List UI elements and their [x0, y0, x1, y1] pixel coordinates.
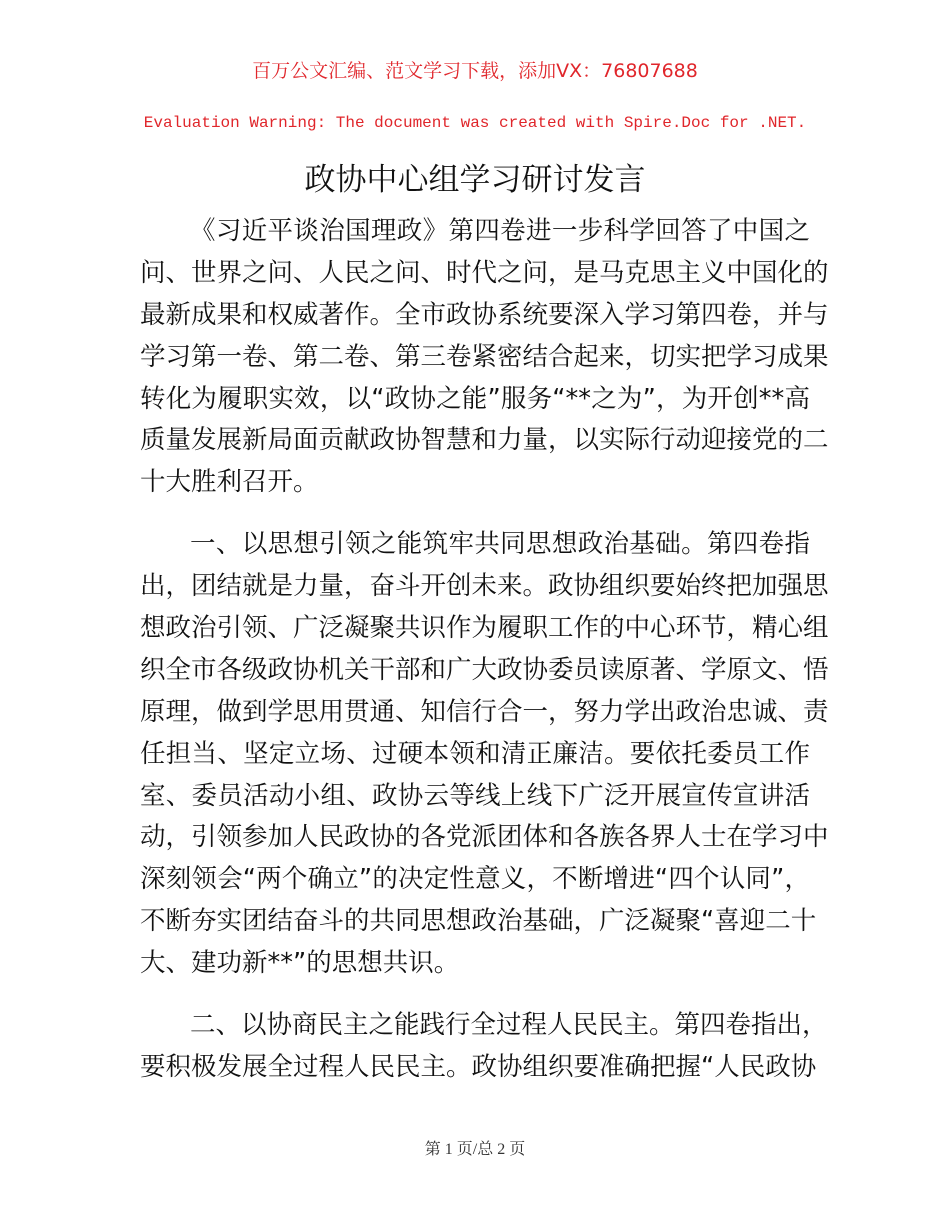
paragraph — [140, 1005, 828, 1089]
paragraph-line: 不断夯实团结奋斗的共同思想政治基础，广泛凝聚“喜迎二十 — [140, 906, 817, 937]
promo-banner: 百万公文汇编、范文学习下载，添加VX：76807688 — [252, 60, 698, 82]
paragraph-line: 原理，做到学思用贯通、知信行合一，努力学出政治忠诚、责 — [140, 696, 829, 727]
paragraph — [140, 524, 829, 985]
paragraph-line: 动，引领参加人民政协的各党派团体和各族各界人士在学习中 — [140, 822, 829, 853]
paragraph-line: 二、以协商民主之能践行全过程人民民主。第四卷指出， — [190, 1010, 828, 1041]
page-footer: 第 1 页/总 2 页 — [424, 1141, 526, 1158]
paragraph-line: 问、世界之问、人民之问、时代之问，是马克思主义中国化的 — [140, 257, 829, 288]
paragraph — [140, 211, 829, 504]
paragraph-line: 大、建功新**”的思想共识。 — [140, 948, 460, 979]
paragraph-line: 室、委员活动小组、政协云等线上线下广泛开展宣传宣讲活 — [140, 780, 810, 811]
paragraph-line: 深刻领会“两个确立”的决定性意义，不断增进“四个认同”， — [140, 864, 810, 895]
paragraph-line: 要积极发展全过程人民民主。政协组织要准确把握“人民政协 — [140, 1051, 817, 1082]
paragraph-line: 学习第一卷、第二卷、第三卷紧密结合起来，切实把学习成果 — [140, 341, 829, 372]
paragraph-line: 最新成果和权威著作。全市政协系统要深入学习第四卷，并与 — [140, 299, 829, 330]
paragraph-line: 出，团结就是力量，奋斗开创未来。政协组织要始终把加强思 — [140, 571, 829, 602]
paragraph-line: 《习近平谈治国理政》第四卷进一步科学回答了中国之 — [190, 216, 810, 246]
paragraph-line: 十大胜利召开。 — [140, 467, 319, 498]
paragraph-line: 质量发展新局面贡献政协智慧和力量，以实际行动迎接党的二 — [140, 425, 829, 456]
paragraph-line: 转化为履职实效，以“政协之能”服务“**之为”，为开创**高 — [140, 383, 810, 414]
paragraph-line: 织全市各级政协机关干部和广大政协委员读原著、学原文、悟 — [140, 654, 829, 685]
evaluation-warning: Evaluation Warning: The document was created with Spire.Doc for .NET. — [143, 114, 807, 132]
document-title: 政协中心组学习研讨发言 — [304, 162, 646, 198]
paragraph-line: 一、以思想引领之能筑牢共同思想政治基础。第四卷指 — [190, 529, 810, 560]
paragraph-line: 想政治引领、广泛凝聚共识作为履职工作的中心环节，精心组 — [140, 613, 829, 644]
document-body — [140, 211, 829, 1109]
paragraph-line: 任担当、坚定立场、过硬本领和清正廉洁。要依托委员工作 — [140, 738, 810, 769]
